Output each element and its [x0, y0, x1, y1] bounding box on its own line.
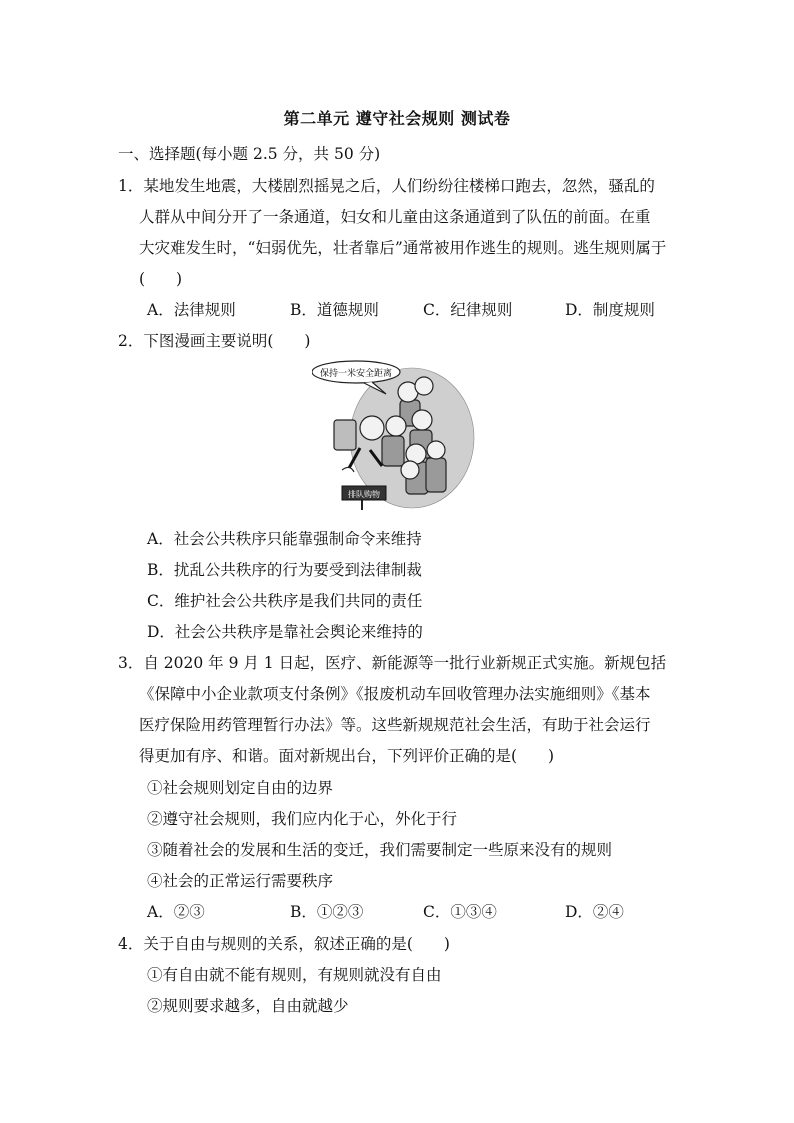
q3-option-b: B．①②③ [290, 903, 364, 921]
q2-option-c: C．维护社会公共秩序是我们共同的责任 [147, 592, 423, 610]
q3-item-2: ②遵守社会规则，我们应内化于心，外化于行 [147, 810, 458, 828]
q2-stem: 2．下图漫画主要说明( ) [118, 332, 311, 350]
q3-item-1: ①社会规则划定自由的边界 [147, 779, 334, 797]
q3-option-d: D．②④ [565, 903, 624, 921]
q3-option-a: A．②③ [147, 903, 205, 921]
section-heading: 一、选择题(每小题 2.5 分，共 50 分) [118, 145, 381, 163]
q3-line-1: 3．自 2020 年 9 月 1 日起，医疗、新能源等一批行业新规正式实施。新规包括 [118, 654, 667, 672]
q2-option-d: D．社会公共秩序是靠社会舆论来维持的 [147, 623, 423, 641]
q1-line-1: 1．某地发生地震，大楼剧烈摇晃之后，人们纷纷往楼梯口跑去，忽然，骚乱的 [118, 177, 655, 195]
q1-option-b: B．道德规则 [290, 301, 379, 319]
q2-option-a: A．社会公共秩序只能靠强制命令来维持 [147, 530, 422, 548]
q3-line-3: 医疗保险用药管理暂行办法》等。这些新规规范社会生活，有助于社会运行 [139, 716, 651, 734]
q3-item-3: ③随着社会的发展和生活的变迁，我们需要制定一些原来没有的规则 [147, 841, 613, 859]
cartoon-sign-text: 排队购物 [348, 490, 380, 499]
q3-option-c: C．①③④ [423, 903, 497, 921]
q1-line-4: ( ) [139, 270, 183, 288]
q4-item-1: ①有自由就不能有规则，有规则就没有自由 [147, 966, 442, 984]
q1-option-d: D．制度规则 [565, 301, 655, 319]
queue-cartoon-image [312, 358, 476, 514]
q3-item-4: ④社会的正常运行需要秩序 [147, 872, 334, 890]
q2-option-b: B．扰乱公共秩序的行为要受到法律制裁 [147, 561, 422, 579]
q4-item-2: ②规则要求越多，自由就越少 [147, 997, 349, 1015]
q3-line-4: 得更加有序、和谐。面对新规出台，下列评价正确的是( ) [139, 747, 555, 765]
q1-line-2: 人群从中间分开了一条通道，妇女和儿童由这条通道到了队伍的前面。在重 [139, 208, 651, 226]
q1-option-c: C．纪律规则 [423, 301, 513, 319]
q3-line-2: 《保障中小企业款项支付条例》《报废机动车回收管理办法实施细则》《基本 [139, 685, 651, 703]
q4-stem: 4．关于自由与规则的关系，叙述正确的是( ) [118, 935, 450, 953]
page-title: 第二单元 遵守社会规则 测试卷 [283, 109, 511, 128]
q1-option-a: A．法律规则 [147, 301, 236, 319]
cartoon-bubble-text: 保持一米安全距离 [319, 369, 393, 379]
q1-line-3: 大灾难发生时，“妇弱优先，壮者靠后”通常被用作逃生的规则。逃生规则属于 [139, 239, 667, 257]
